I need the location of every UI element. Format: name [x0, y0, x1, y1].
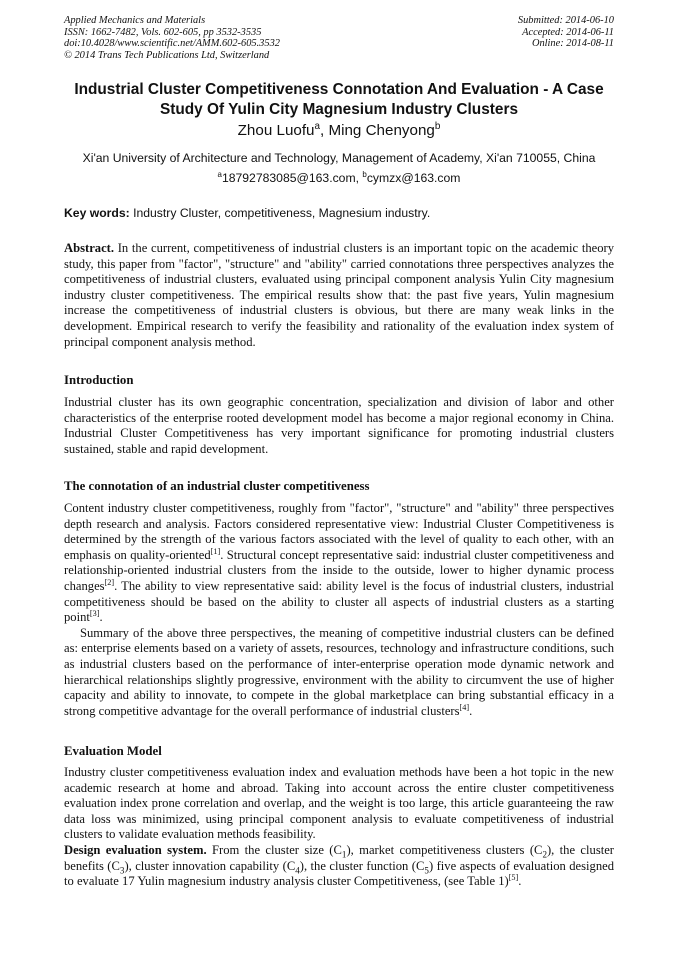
author-2-mark: b [434, 120, 441, 132]
author-2: Ming Chenyong [328, 122, 435, 139]
connotation-p2-text-a: Summary of the above three perspectives, the meaning of competitive industrial clusters can be defined as: enterprise elements based on a variety of assets, resources, technology and infrastructure conditions, such as industrial clusters based on the performance of inter-enterprise operation mode dynamic network and hierarchical relationships slightly progressive, environment with the ability to circumvent the use of higher capacity and ability to innovate, to compete in the global marketplace can bring substantial efficacy in a strong competitive advantage for the overall performance of industrial clusters [64, 625, 614, 718]
citation-4: [4] [459, 702, 470, 712]
connotation-p1-text-c: . The ability to view representative said: ability level is the focus of industrial clusters, industrial competitiveness should be based on the ability to cluster all aspects of industrial clusters as a starting point [64, 578, 614, 625]
abstract [64, 241, 614, 350]
author-1: Zhou Luofu [237, 122, 315, 139]
date-accepted: Accepted: 2014-06-11 [522, 26, 614, 38]
citation-3: [3] [89, 608, 100, 618]
author-separator: , [320, 122, 329, 139]
author-list [0, 121, 678, 141]
publication-dates [374, 15, 614, 50]
connotation-paragraph-2 [64, 626, 614, 720]
email-a-mark: a [217, 169, 222, 179]
evaluation-p2-text-b: ), market competitiveness clusters (C [346, 842, 543, 857]
subscript-5: 5 [424, 865, 429, 876]
evaluation-section [64, 765, 614, 890]
affiliation: Xi'an University of Architecture and Technology, Management of Academy, Xi'an 710055, China [82, 151, 596, 165]
keywords [64, 205, 616, 221]
abstract-text: In the current, competitiveness of industrial clusters is an important topic on the academic theory study, this paper from "factor", "structure" and "ability" carried connotations three perspectives analyzes the competitiveness of industrial clusters, evaluated using principal component analysis Yulin City magnesium industry cluster competitiveness. The empirical results show that: the past five years, Yulin magnesium increase the competitiveness of industrial clusters is obvious, but there are many weak links in the development. Empirical research to verify the feasibility and rationality of the evaluation index system of principal component analysis method. [64, 241, 614, 349]
email-b-mark: b [362, 169, 367, 179]
date-online: Online: 2014-08-11 [531, 38, 614, 50]
evaluation-p2-text-d: ), cluster innovation capability (C [124, 858, 296, 873]
subscript-2: 2 [542, 849, 547, 860]
connotation-paragraph-1 [64, 501, 614, 626]
title-line-1: Industrial Cluster Competitiveness Connotation And Evaluation - A Case [74, 81, 604, 98]
evaluation-heading: Evaluation Model [64, 744, 162, 758]
keywords-text: Industry Cluster, competitiveness, Magnesium industry. [129, 206, 431, 220]
journal-info [64, 15, 384, 61]
email-list [0, 170, 678, 186]
evaluation-paragraph-1: Industry cluster competitiveness evaluation index and evaluation methods have been a hot topic in the new academic research at home and abroad. Taking into account across the entire cluster competitiveness evaluation index prone correlation and overlap, and the weight is too large, this article guaranteeing the raw data loss was minimized, using principal component analysis to evaluate competitiveness of industrial clusters to validate evaluation methods feasibility. [64, 765, 614, 842]
connotation-p1-text-d: . [99, 610, 103, 625]
evaluation-p2-text-a: From the cluster size (C [206, 842, 342, 857]
abstract-label: Abstract. [64, 241, 115, 255]
connotation-p1-text-b: . Structural concept representative said: industrial cluster competitiveness and relationship-oriented industrial clusters from the inside to the outside, lower to higher dynamic process changes [64, 547, 614, 593]
evaluation-p2-text-c: ), the cluster benefits (C [64, 842, 615, 873]
evaluation-p2-text-e: ), the cluster function (C [299, 858, 425, 873]
title-line-2: Study Of Yulin City Magnesium Industry Clusters [159, 101, 519, 118]
citation-2: [2] [104, 577, 115, 587]
citation-5: [5] [508, 872, 519, 882]
email-separator: , [355, 171, 363, 185]
paper-title [50, 80, 628, 120]
subscript-4: 4 [295, 865, 300, 876]
connotation-heading: The connotation of an industrial cluster competitiveness [64, 479, 370, 493]
subscript-3: 3 [119, 865, 125, 876]
connotation-p1-text-a: Content industry cluster competitiveness, roughly from "factor", "structure" and "ability" three perspectives depth research and analysis. Factors considered representative view: Industrial Cluster Competitiveness is determined by the strength of the various factors associated with the level of quality to each other, with an emphasis on quality-oriented [64, 501, 614, 562]
author-1-mark: a [314, 120, 320, 132]
journal-name: Applied Mechanics and Materials [64, 15, 206, 26]
journal-issn: ISSN: 1662-7482, Vols. 602-605, pp 3532-3535 [64, 26, 262, 38]
connotation-p2-text-b: . [469, 703, 473, 718]
citation-1: [1] [210, 546, 221, 556]
keywords-label: Key words: [64, 206, 130, 220]
evaluation-p2-text-g: . [518, 874, 522, 889]
introduction-paragraph [64, 395, 614, 457]
design-evaluation-label: Design evaluation system. [64, 842, 207, 857]
email-b: cymzx@163.com [366, 171, 461, 185]
email-a: 18792783085@163.com [221, 171, 356, 185]
date-submitted: Submitted: 2014-06-10 [517, 15, 614, 26]
connotation-section [64, 501, 614, 719]
evaluation-p2-text-f: ) five aspects of evaluation designed to evaluate 17 Yulin magnesium industry analysis cluster Competitiveness, (see Table 1) [64, 858, 614, 889]
journal-copyright: © 2014 Trans Tech Publications Ltd, Switzerland [64, 49, 270, 61]
introduction-text: Industrial cluster has its own geographic concentration, specialization and division of labor and other characteristics of the enterprise rooted development model has become a major regional economy in China. Industrial Cluster Competitiveness has very important significance for promoting industrial clusters sustained, stable and rapid development. [64, 395, 614, 456]
evaluation-paragraph-2 [64, 843, 614, 890]
journal-doi: doi:10.4028/www.scientific.net/AMM.602-605.3532 [64, 38, 280, 50]
subscript-1: 1 [341, 849, 347, 860]
introduction-heading: Introduction [64, 373, 134, 387]
